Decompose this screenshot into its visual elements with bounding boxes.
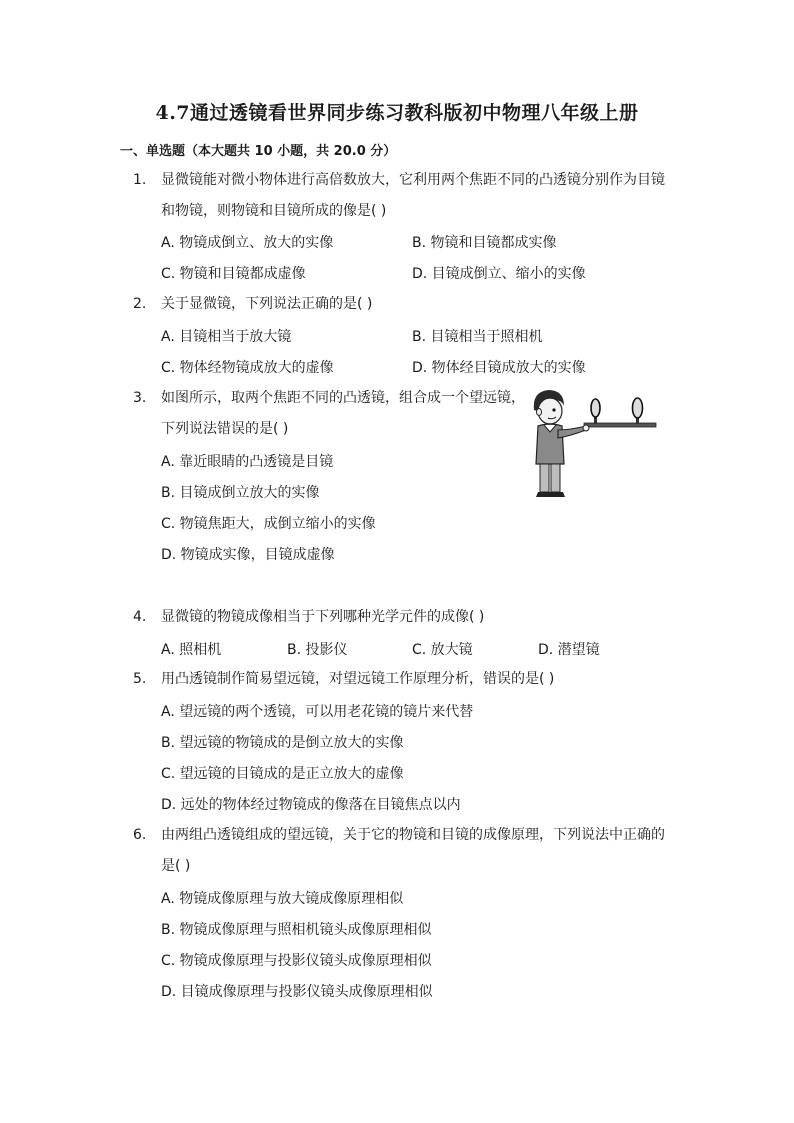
section-heading: 一、单选题（本大题共 10 小题，共 20.0 分） [120, 144, 397, 159]
option-b: B. 投影仪 [287, 642, 348, 658]
question-stem: 显微镜的物镜成像相当于下列哪种光学元件的成像( ) [161, 609, 485, 625]
question-stem: 显微镜能对微小物体进行高倍数放大，它利用两个焦距不同的凸透镜分别作为目镜和物镜，则物镜和目镜所成的像是( ) [161, 172, 665, 219]
question-number: 4. [133, 609, 147, 625]
question-number: 1. [133, 172, 147, 188]
option-c: C. 物镜焦距大，成倒立缩小的实像 [161, 516, 376, 532]
question-stem: 关于显微镜，下列说法正确的是( ) [161, 296, 373, 312]
question-number: 5. [133, 671, 147, 687]
option-a: A. 靠近眼睛的凸透镜是目镜 [161, 454, 334, 470]
option-b: B. 物镜成像原理与照相机镜头成像原理相似 [161, 922, 432, 938]
option-a: A. 物镜成像原理与放大镜成像原理相似 [161, 891, 404, 907]
eyepiece-lens [591, 399, 600, 417]
option-d: D. 目镜成像原理与投影仪镜头成像原理相似 [161, 984, 433, 1000]
objective-lens [633, 398, 643, 418]
option-c: C. 放大镜 [412, 642, 473, 658]
boy-illustration [534, 390, 589, 497]
question-number: 6. [133, 827, 147, 843]
option-d: D. 潜望镜 [538, 642, 600, 658]
option-a: A. 照相机 [161, 642, 222, 658]
page-title: 4.7通过透镜看世界同步练习教科版初中物理八年级上册 [155, 102, 639, 124]
question-stem: 由两组凸透镜组成的望远镜，关于它的物镜和目镜的成像原理，下列说法中正确的是( ) [161, 827, 665, 874]
option-d: D. 远处的物体经过物镜成的像落在目镜焦点以内 [161, 797, 461, 813]
option-b: B. 目镜成倒立放大的实像 [161, 485, 320, 501]
option-c: C. 物镜和目镜都成虚像 [161, 266, 306, 282]
option-a: A. 物镜成倒立、放大的实像 [161, 235, 334, 251]
option-a: A. 目镜相当于放大镜 [161, 329, 292, 345]
option-a: A. 望远镜的两个透镜，可以用老花镜的镜片来代替 [161, 704, 474, 720]
question-stem: 如图所示，取两个焦距不同的凸透镜，组合成一个望远镜，下列说法错误的是( ) [161, 390, 525, 437]
telescope-figure [524, 386, 660, 498]
question-number: 2. [133, 296, 147, 312]
option-d: D. 目镜成倒立、缩小的实像 [412, 266, 586, 282]
question-stem: 用凸透镜制作简易望远镜，对望远镜工作原理分析，错误的是( ) [161, 671, 555, 687]
option-d: D. 物镜成实像，目镜成虚像 [161, 547, 335, 563]
option-c: C. 物镜成像原理与投影仪镜头成像原理相似 [161, 953, 432, 969]
option-b: B. 物镜和目镜都成实像 [412, 235, 557, 251]
option-d: D. 物体经目镜成放大的实像 [412, 360, 586, 376]
option-c: C. 望远镜的目镜成的是正立放大的虚像 [161, 766, 404, 782]
question-number: 3. [133, 390, 147, 406]
option-c: C. 物体经物镜成放大的虚像 [161, 360, 334, 376]
option-b: B. 望远镜的物镜成的是倒立放大的实像 [161, 735, 404, 751]
option-b: B. 目镜相当于照相机 [412, 329, 543, 345]
